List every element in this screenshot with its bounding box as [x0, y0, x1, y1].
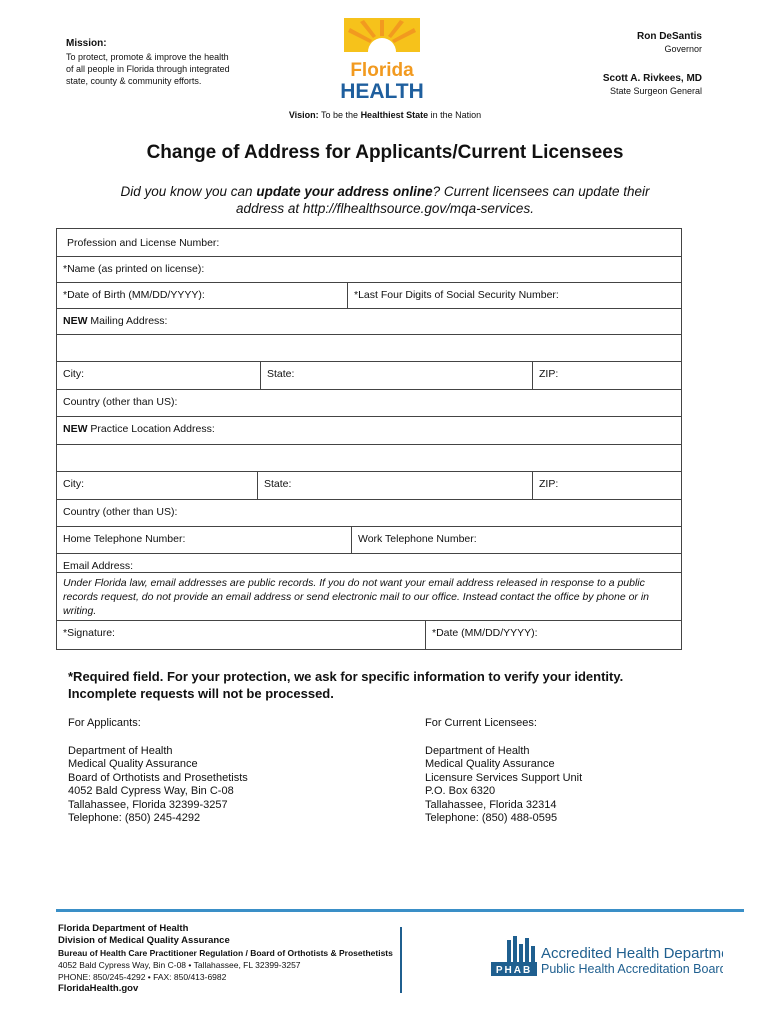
- footer-divider: [400, 927, 402, 993]
- intro-bold: update your address online: [256, 184, 433, 199]
- governor-name: Ron DeSantis: [636, 31, 702, 42]
- footer-division: Division of Medical Quality Assurance: [58, 935, 230, 946]
- mailing-city-row: [57, 362, 681, 390]
- practice-city-field[interactable]: City:: [63, 478, 84, 490]
- practice-country-row: [57, 500, 681, 527]
- mailing-country-row: [57, 390, 681, 417]
- vision-post: in the Nation: [430, 110, 482, 120]
- footer-phone-fax: PHONE: 850/245-4292 • FAX: 850/413-6982: [58, 972, 227, 982]
- applicants-address: [68, 717, 368, 826]
- signature-row: [57, 621, 681, 649]
- intro-pre: Did you know you can: [120, 184, 253, 199]
- practice-label: Practice Location Address:: [90, 423, 215, 435]
- applicants-line: 4052 Bald Cypress Way, Bin C-08: [68, 785, 234, 797]
- mailing-zip-field[interactable]: ZIP:: [532, 362, 681, 389]
- licensees-line: Licensure Services Support Unit: [425, 771, 583, 784]
- name-field[interactable]: *Name (as printed on license):: [63, 263, 205, 275]
- mission-text: To protect, promote & improve the health of all people in Florida through integrated state, county & community efforts.: [66, 52, 230, 86]
- footer-contact: [58, 923, 393, 995]
- practice-country-field[interactable]: Country (other than US):: [63, 506, 178, 518]
- practice-row: [57, 417, 681, 445]
- vision-pre: To be the: [321, 110, 359, 120]
- mission-block: [66, 38, 236, 87]
- email-row: [57, 554, 681, 621]
- governor-title: Governor: [664, 44, 702, 54]
- officials-block: [603, 30, 702, 98]
- logo-word-health: HEALTH: [340, 80, 424, 100]
- mailing-line2-row: [57, 335, 681, 362]
- applicants-line: Department of Health: [68, 744, 173, 757]
- mailing-state-field[interactable]: State:: [260, 362, 532, 389]
- profession-field[interactable]: Profession and License Number:: [67, 237, 220, 249]
- practice-address-line2[interactable]: [57, 445, 681, 471]
- practice-zip-field[interactable]: ZIP:: [532, 472, 681, 499]
- ssn-field[interactable]: *Last Four Digits of Social Security Number:: [347, 283, 681, 308]
- vision-statement: [0, 110, 770, 120]
- phone-row: [57, 527, 681, 554]
- licensees-line: P.O. Box 6320: [425, 785, 496, 797]
- signature-date-field[interactable]: *Date (MM/DD/YYYY):: [425, 621, 681, 649]
- practice-city-row: [57, 472, 681, 500]
- email-disclaimer: Under Florida law, email addresses are public records. If you do not want your email address released in response to a public records request, do not provide an email address or send electronic mail to our office. Instead contact the office by phone or in writing.: [63, 577, 649, 617]
- practice-state-field[interactable]: State:: [257, 472, 532, 499]
- intro-text: [100, 183, 670, 217]
- footer-bureau: Bureau of Health Care Practitioner Regulation / Board of Orthotists & Prosethetists: [58, 948, 393, 958]
- applicants-heading: For Applicants:: [68, 717, 141, 729]
- practice-address-field[interactable]: [57, 417, 681, 444]
- licensees-line: Tallahassee, Florida 32314: [425, 798, 557, 811]
- mailing-city-field[interactable]: City:: [63, 368, 84, 380]
- vision-label: Vision:: [288, 110, 319, 120]
- name-row: [57, 257, 681, 283]
- email-field[interactable]: Email Address:: [57, 554, 681, 573]
- profession-row: [57, 229, 681, 257]
- dob-ssn-row: [57, 283, 681, 309]
- home-phone-field[interactable]: Home Telephone Number:: [63, 533, 186, 545]
- mission-label: Mission:: [66, 38, 107, 49]
- mailing-address-line2[interactable]: [57, 335, 681, 361]
- footer-dept: Florida Department of Health: [58, 923, 189, 934]
- practice-line2-row: [57, 445, 681, 472]
- florida-health-logo: [340, 18, 424, 100]
- signature-field[interactable]: *Signature:: [63, 627, 115, 639]
- licensees-line: Telephone: (850) 488-0595: [425, 812, 558, 824]
- phab-subtitle: Public Health Accreditation Board: [541, 962, 723, 976]
- surgeon-general-name: Scott A. Rivkees, MD: [602, 73, 702, 84]
- footer-website[interactable]: FloridaHealth.gov: [58, 983, 139, 994]
- applicants-line: Board of Orthotists and Prosethetists: [68, 771, 248, 784]
- address-change-form: [56, 228, 682, 650]
- mailing-address-field[interactable]: [57, 309, 681, 334]
- phab-logo: [491, 936, 723, 983]
- phab-title: Accredited Health Department: [541, 945, 723, 962]
- mailing-new-word: NEW: [63, 315, 88, 327]
- applicants-line: Tallahassee, Florida 32399-3257: [68, 798, 228, 811]
- licensees-line: Department of Health: [425, 744, 530, 757]
- footer-rule: [56, 909, 744, 912]
- dob-field[interactable]: *Date of Birth (MM/DD/YYYY):: [63, 289, 205, 301]
- mailing-label: Mailing Address:: [90, 315, 168, 327]
- phab-letters: PHAB: [495, 965, 533, 976]
- licensees-heading: For Current Licensees:: [425, 717, 537, 729]
- footer-street: 4052 Bald Cypress Way, Bin C-08 • Tallahassee, FL 32399-3257: [58, 960, 301, 970]
- required-notice: *Required field. For your protection, we ask for specific information to verify your identity. Incomplete requests will not be processed.: [68, 669, 624, 701]
- mailing-row: [57, 309, 681, 335]
- logo-word-florida: Florida: [350, 60, 414, 81]
- intro-post: ? Current licensees can update their address at http://flhealthsource.gov/mqa-services.: [236, 184, 650, 216]
- licensees-line: Medical Quality Assurance: [425, 758, 555, 770]
- work-phone-field[interactable]: Work Telephone Number:: [351, 527, 681, 553]
- applicants-line: Telephone: (850) 245-4292: [68, 812, 201, 824]
- vision-bold: Healthiest State: [360, 110, 429, 120]
- practice-new-word: NEW: [63, 423, 88, 435]
- page-title: Change of Address for Applicants/Current Licensees: [146, 142, 624, 163]
- mailing-country-field[interactable]: Country (other than US):: [63, 396, 178, 408]
- surgeon-general-title: State Surgeon General: [609, 86, 702, 96]
- applicants-line: Medical Quality Assurance: [68, 758, 198, 770]
- licensees-address: [425, 717, 705, 826]
